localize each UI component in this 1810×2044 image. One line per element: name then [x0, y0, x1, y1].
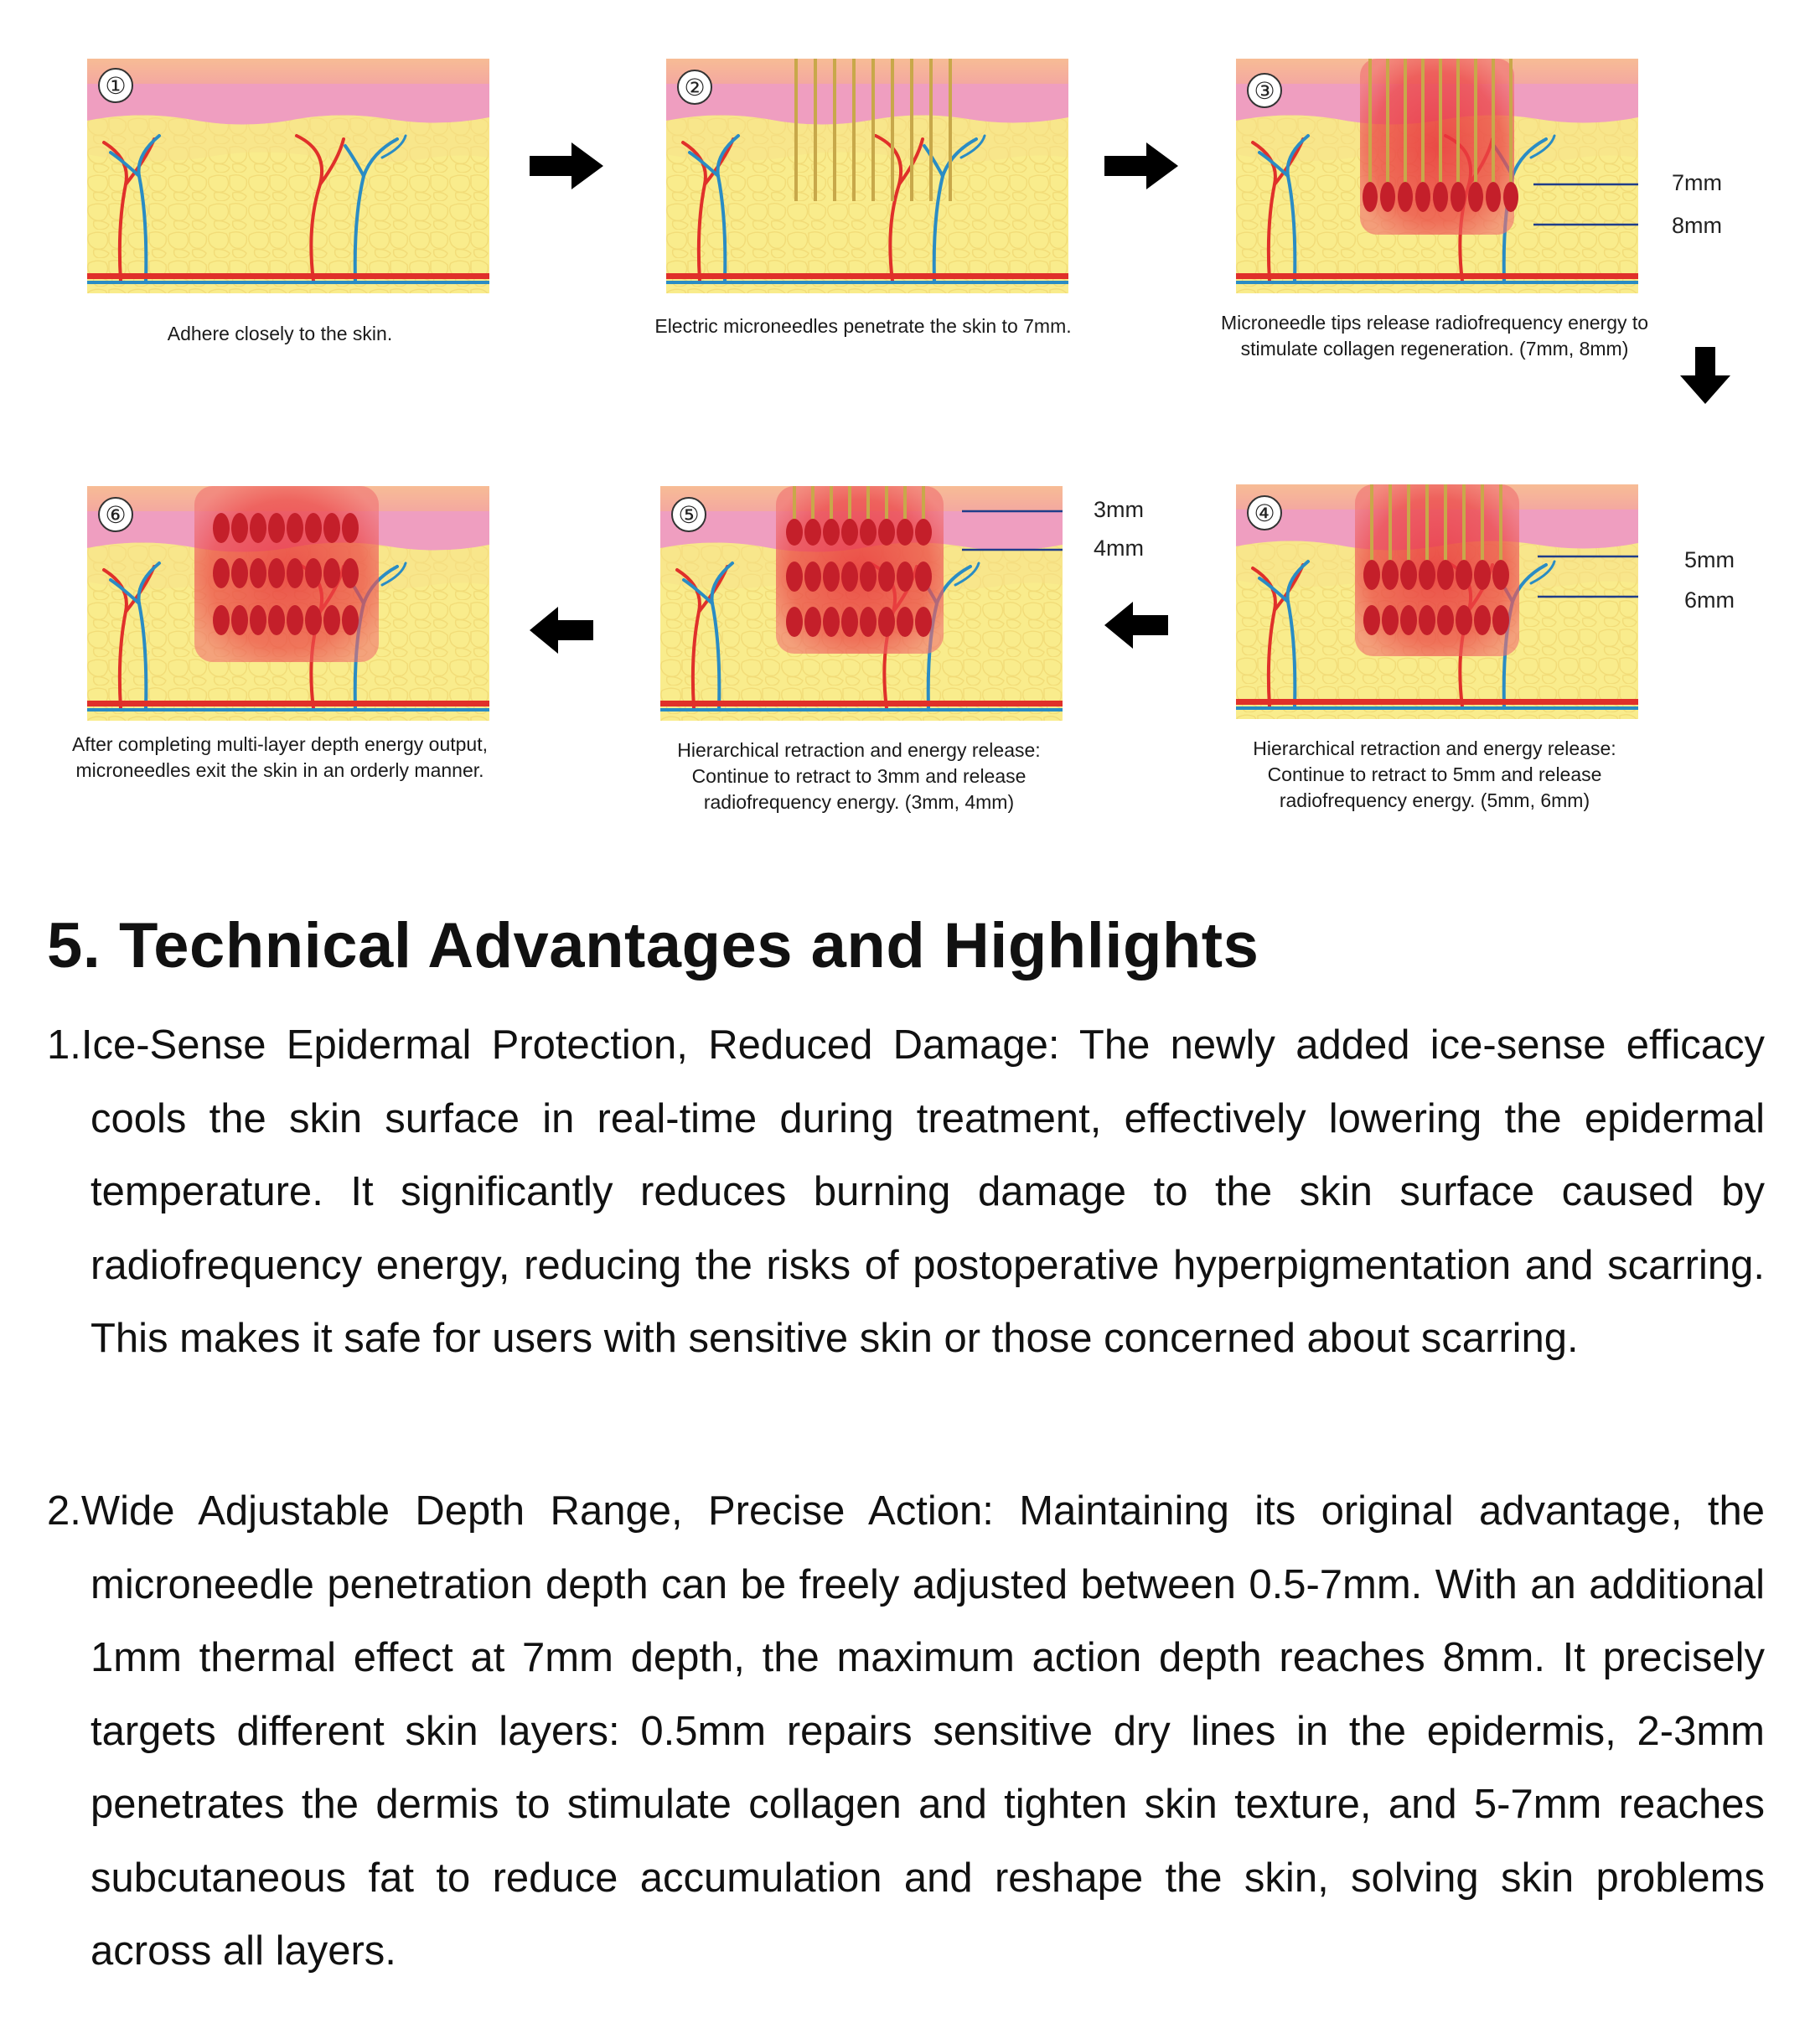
- step-5-depth-1: 3mm: [1094, 497, 1144, 522]
- advantage-item-2: 2.Wide Adjustable Depth Range, Precise Action: Maintaining its original advantage, the microneedle penetration depth can be freely adjusted between 0.5-7mm. With an additional 1mm thermal effect at 7mm depth, the maximum action depth reaches 8mm. It precisely targets different skin layers: 0.5mm repairs sensitive dry lines in the epidermis, 2-3mm penetrates the dermis to stimulate collagen and tighten skin texture, and 5-7mm reaches subcutaneous fat to reduce accumulation and reshape the skin, solving skin problems across all layers.: [47, 1488, 1765, 1974]
- advantage-item-1: 1.Ice-Sense Epidermal Protection, Reduced Damage: The newly added ice-sense efficacy cools the skin surface in real-time during treatment, effectively lowering the epidermal temperature. It significantly reduces burning damage to the skin surface caused by radiofrequency energy, reducing the risks of postoperative hyperpigmentation and scarring. This makes it safe for users with sensitive skin or those concerned about scarring.: [47, 1022, 1765, 1361]
- step-3-panel: [1236, 59, 1638, 293]
- step-3-caption: Microneedle tips release radiofrequency energy to stimulate collagen regeneration. (7mm, 8mm): [1220, 312, 1649, 360]
- step-5-number: ⑤: [678, 501, 700, 529]
- step-4-depth-2: 6mm: [1684, 587, 1735, 613]
- step-1-number: ①: [105, 72, 127, 100]
- step-5-depth-2: 4mm: [1094, 536, 1144, 561]
- step-3-number: ③: [1254, 77, 1275, 105]
- step-3-depth-1: 7mm: [1672, 170, 1722, 195]
- step-6-number: ⑥: [105, 501, 127, 529]
- arrow-right-icon: [1104, 142, 1178, 189]
- section-title: 5. Technical Advantages and Highlights: [47, 910, 1259, 981]
- step-5-panel: [660, 486, 1063, 721]
- step-4-number: ④: [1254, 499, 1275, 527]
- step-6-panel: [87, 486, 489, 721]
- arrow-left-icon: [1104, 602, 1168, 649]
- step-4-panel: [1236, 484, 1638, 719]
- arrow-left-icon: [530, 607, 593, 654]
- step-5-caption: Hierarchical retraction and energy release: Continue to retract to 3mm and release radiofrequency energy. (3mm, 4mm): [677, 739, 1041, 813]
- step-2-panel: [666, 59, 1068, 293]
- step-4-caption: Hierarchical retraction and energy release: Continue to retract to 5mm and release radiofrequency energy. (5mm, 6mm): [1253, 737, 1616, 811]
- step-4-depth-1: 5mm: [1684, 547, 1735, 572]
- arrow-down-icon: [1680, 347, 1730, 404]
- arrow-right-icon: [530, 142, 603, 189]
- step-6-caption: After completing multi-layer depth energy output, microneedles exit the skin in an orderly manner.: [71, 733, 489, 781]
- step-1-caption: Adhere closely to the skin.: [167, 323, 393, 344]
- step-2-number: ②: [684, 74, 706, 101]
- step-1-panel: [87, 59, 489, 293]
- step-2-caption: Electric microneedles penetrate the skin to 7mm.: [654, 315, 1072, 337]
- step-3-depth-2: 8mm: [1672, 213, 1722, 238]
